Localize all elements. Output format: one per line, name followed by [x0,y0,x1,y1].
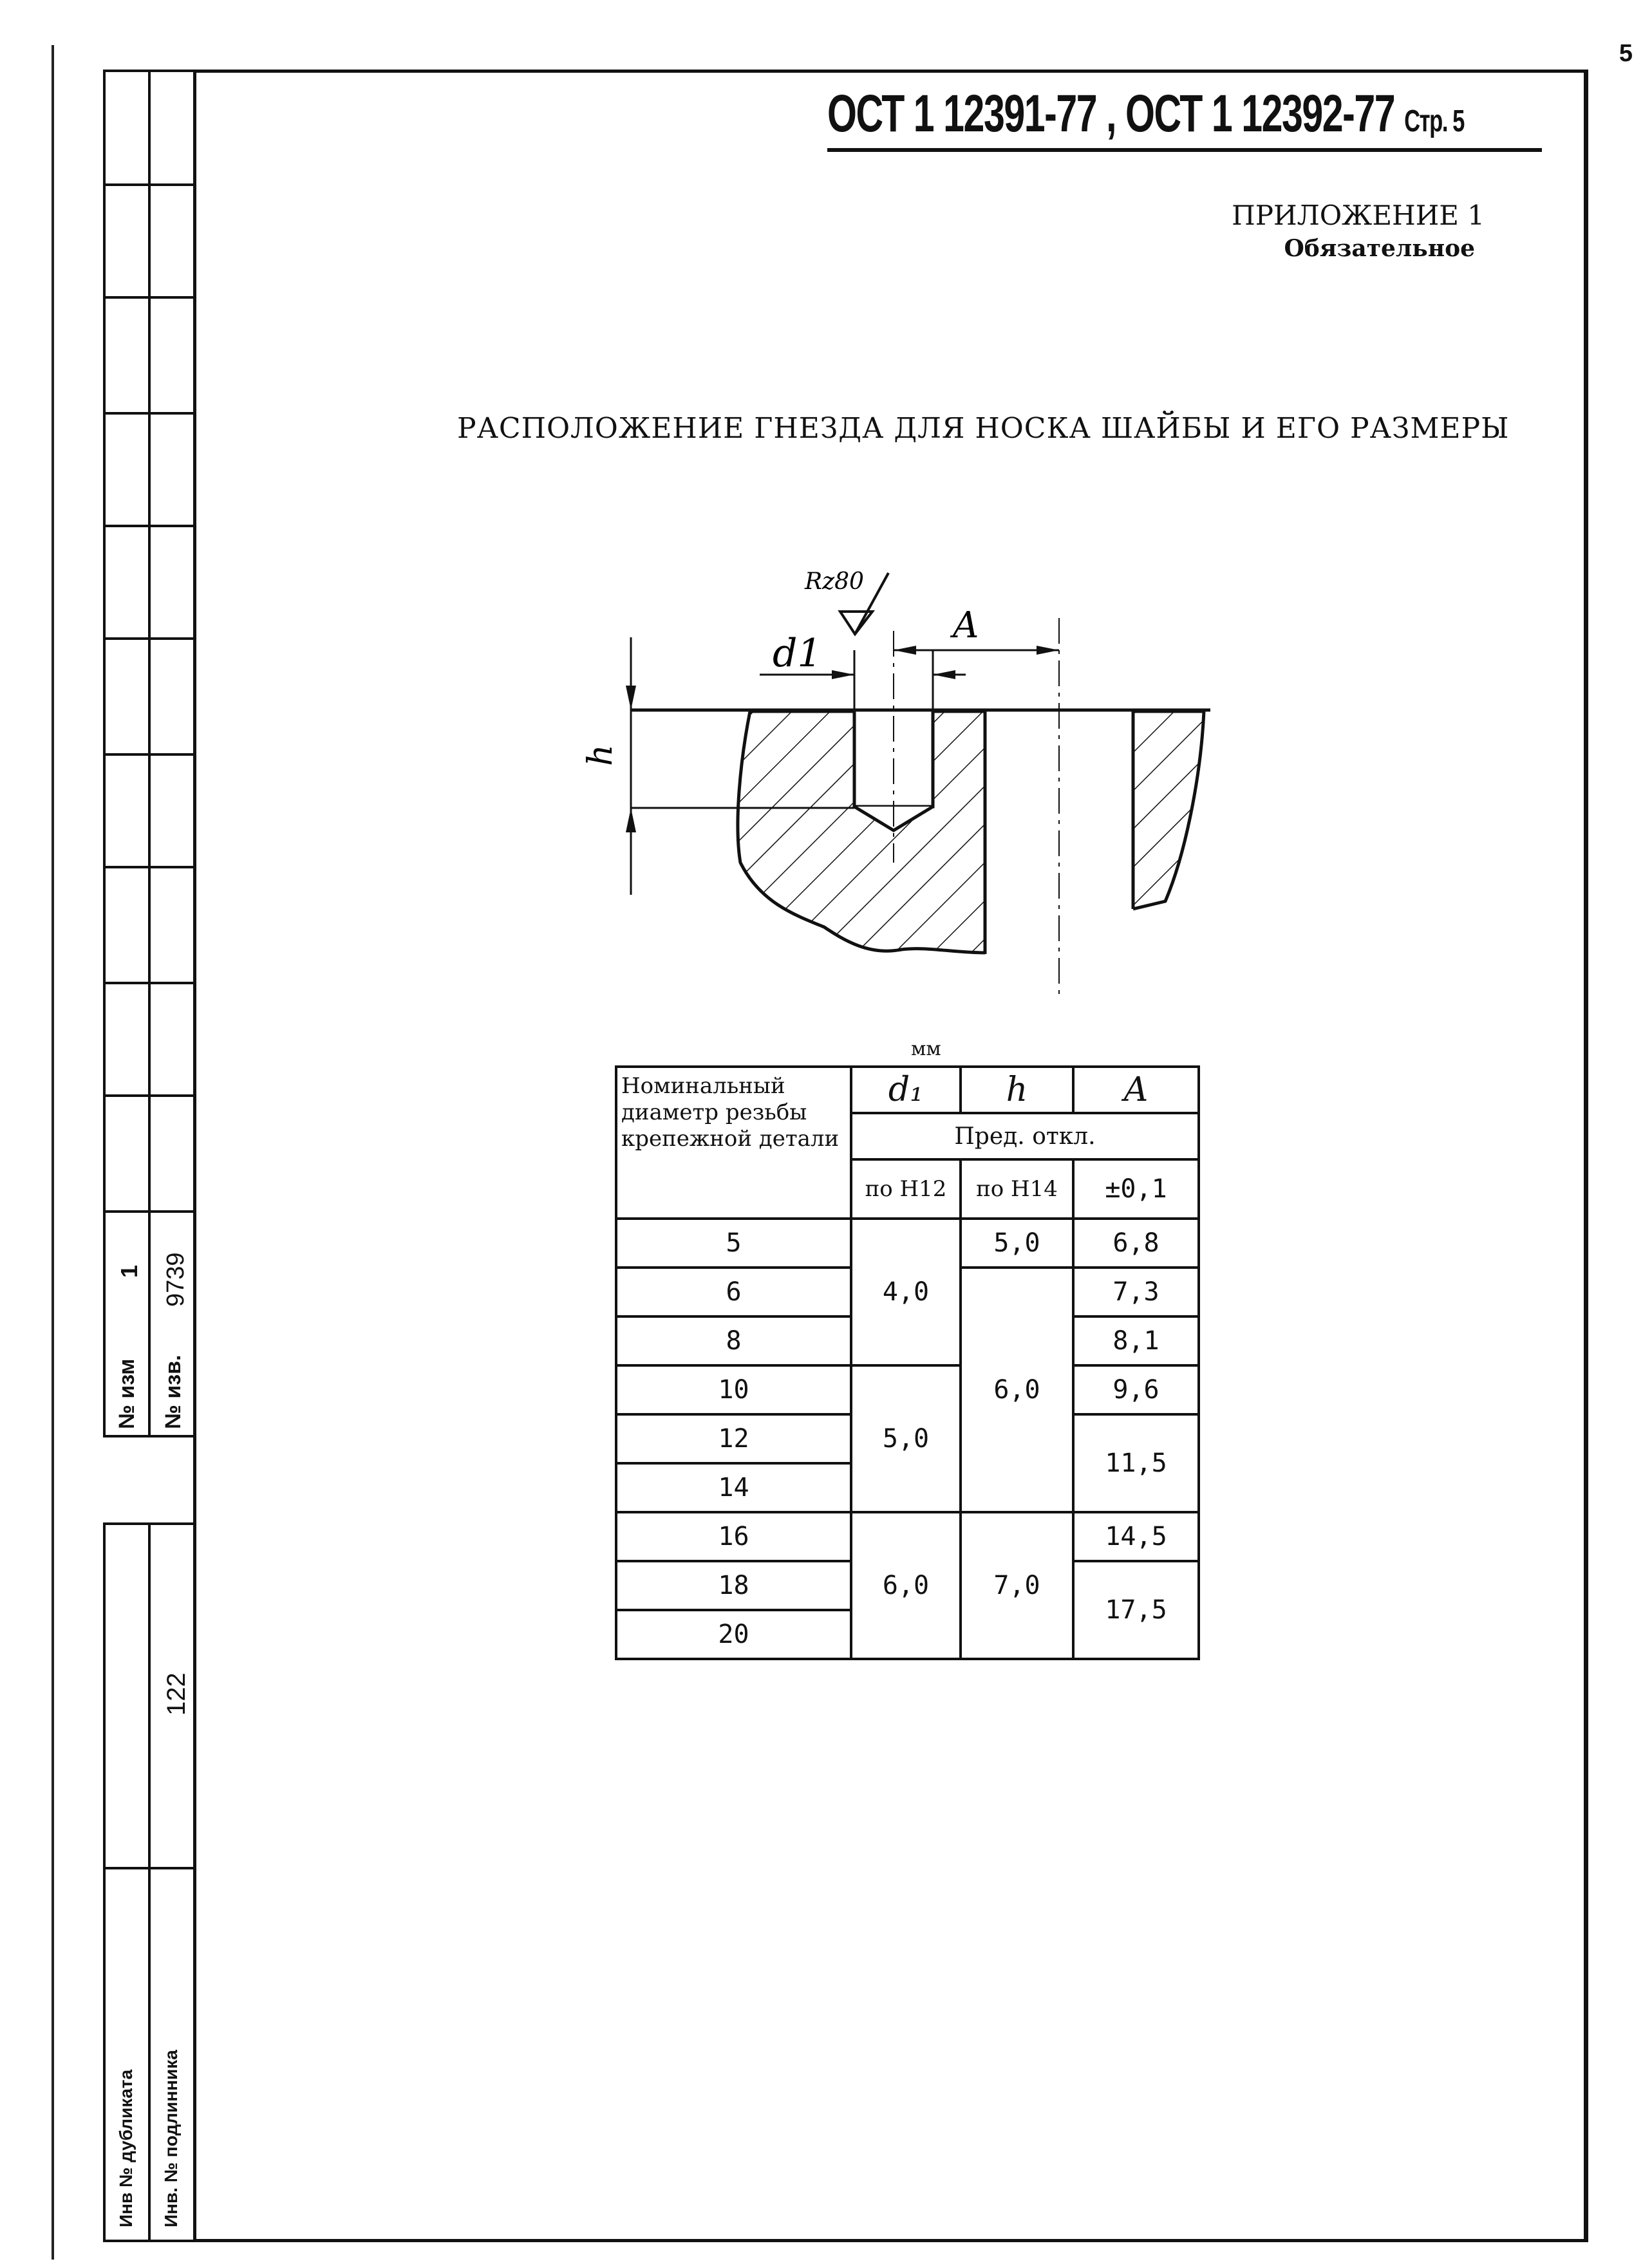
col-header-h: h [961,1067,1073,1113]
diameter-cell: 16 [616,1512,851,1561]
d1-cell: 6,0 [851,1512,961,1659]
appendix-title: ПРИЛОЖЕНИЕ 1 [1232,200,1485,231]
page-edge-line [52,45,54,2260]
col-header-d1: d₁ [851,1067,961,1113]
sidebar-rule [103,1867,196,1869]
unit-label: мм [911,1038,941,1060]
diameter-cell: 6 [616,1268,851,1316]
tolerance-label: Пред. откл. [851,1113,1199,1159]
tol-d1: по Н12 [851,1159,961,1219]
d1-cell: 4,0 [851,1219,961,1365]
dim-A-label: A [953,604,979,646]
A-cell: 6,8 [1073,1219,1199,1268]
sidebar-rule [103,296,196,299]
A-cell: 7,3 [1073,1268,1199,1316]
diameter-cell: 12 [616,1414,851,1463]
A-cell: 17,5 [1073,1561,1199,1659]
dubl-label: Инв № дубликата [116,2069,136,2227]
diameter-cell: 18 [616,1561,851,1610]
inventory-number: 122 [162,1672,191,1716]
A-cell: 11,5 [1073,1414,1199,1512]
izm-value: 1 [116,1264,142,1278]
sidebar-rule [103,866,196,868]
d1-cell: 5,0 [851,1365,961,1512]
diameter-cell: 5 [616,1219,851,1268]
h-cell: 7,0 [961,1512,1073,1659]
page-label: Стр. 5 [1404,104,1464,138]
sidebar-rule [103,982,196,984]
tol-A: ±0,1 [1073,1159,1199,1219]
header-underline [827,148,1542,152]
h-cell: 5,0 [961,1219,1073,1268]
sidebar-rule [103,1210,196,1213]
A-cell: 8,1 [1073,1316,1199,1365]
standard-header [827,84,1464,144]
dimensions-table [615,1065,1200,1660]
diameter-cell: 10 [616,1365,851,1414]
sidebar-rule [103,183,196,186]
A-cell: 14,5 [1073,1512,1199,1561]
sidebar-lower-divider [148,1522,151,2242]
A-cell: 9,6 [1073,1365,1199,1414]
technical-drawing [567,554,1223,1004]
diameter-cell: 20 [616,1610,851,1659]
izv-label: № изв. [161,1354,185,1429]
sidebar-rule [103,753,196,756]
izm-label: № изм [115,1358,139,1429]
podl-label: Инв. № подлинника [161,2050,181,2227]
main-title: РАСПОЛОЖЕНИЕ ГНЕЗДА ДЛЯ НОСКА ШАЙБЫ И ЕГО РАЗМЕРЫ [457,412,1510,445]
col-header-A: A [1073,1067,1199,1113]
dim-h-label: h [581,744,620,766]
col-header-diameter: Номинальный диаметр резьбы крепежной детали [616,1067,851,1219]
standard-number: ОСТ 1 12391-77 , ОСТ 1 12392-77 [827,84,1395,143]
h-cell: 6,0 [961,1268,1073,1512]
diameter-cell: 14 [616,1463,851,1512]
appendix-subtitle: Обязательное [1284,235,1475,262]
diameter-cell: 8 [616,1316,851,1365]
sidebar-rule [103,525,196,527]
sidebar-rule [103,637,196,640]
sidebar-rule [103,412,196,415]
sidebar-rule [103,1094,196,1097]
roughness-label: Rz80 [805,568,864,595]
page-number: 5 [1619,40,1633,67]
tol-h: по Н14 [961,1159,1073,1219]
izv-value: 9739 [162,1252,189,1307]
dim-d1-label: d1 [773,631,822,676]
